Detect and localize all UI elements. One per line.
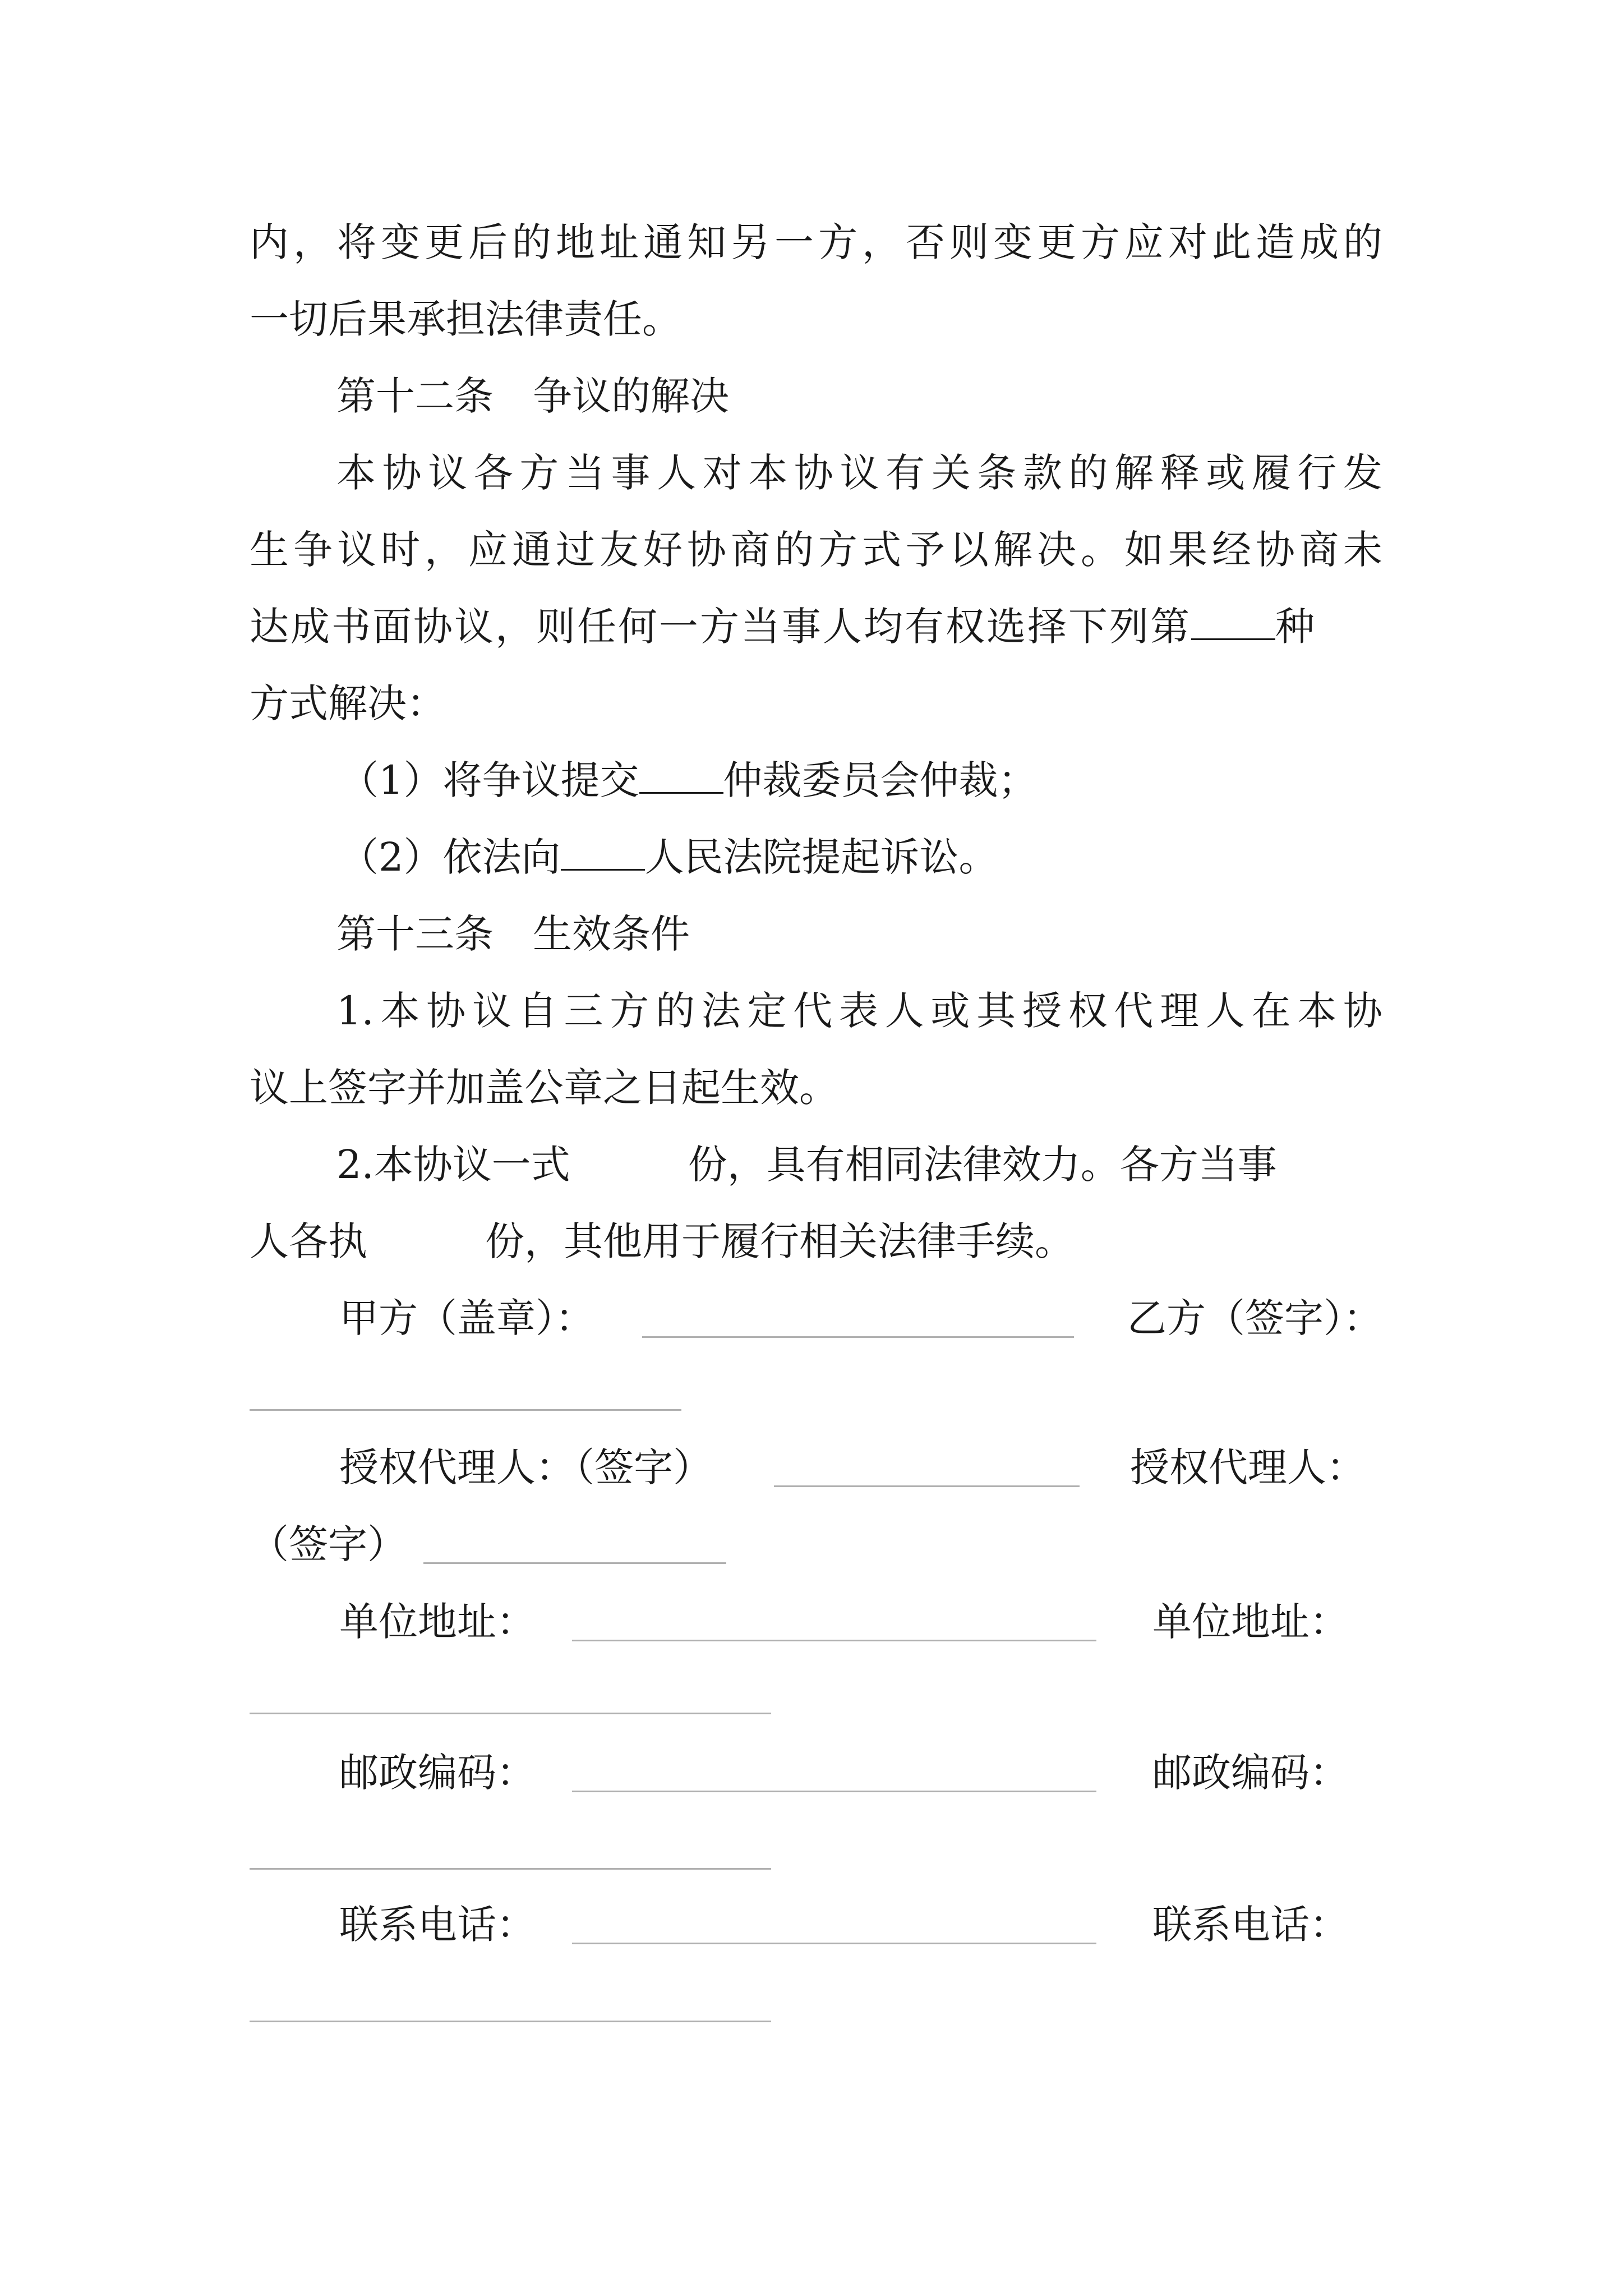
option-line [339,819,998,896]
agent-b-sign-label: （签字） [250,1521,407,1567]
paragraph-text: 份，具有相同法律效力。各方当事 [688,1142,1277,1188]
paragraph-text: 人各执 [250,1218,367,1264]
postcode-b-label: 邮政编码： [1152,1750,1349,1796]
postcode-a-label: 邮政编码： [339,1750,536,1796]
paragraph-line: 1.本协议自三方的法定代表人或其授权代理人在本协 [336,988,1382,1034]
option-text: 人民法院提起诉讼。 [644,834,998,880]
paragraph-line: 方式解决： [250,680,446,726]
option-text: （2）依法向 [339,834,561,880]
paragraph-line: 议上签字并加盖公章之日起生效。 [250,1065,838,1111]
paragraph-line: 内，将变更后的地址通知另一方，否则变更方应对此造成的 [250,219,1382,265]
party-a-seal-label: 甲方（盖章）： [339,1295,594,1341]
agent-b-sign-line[interactable] [423,1562,726,1564]
address-b-line[interactable] [250,1713,771,1714]
paragraph-text: 份，其他用于履行相关法律手续。 [485,1218,1074,1264]
paragraph-line [250,1203,1074,1280]
paragraph-line: 一切后果承担法律责任。 [250,296,681,342]
agent-b-label: 授权代理人： [1130,1444,1366,1490]
party-b-sign-line[interactable] [250,1409,681,1411]
postcode-a-line[interactable] [572,1791,1096,1792]
paragraph-line [250,588,1315,665]
fill-blank[interactable] [561,834,645,871]
postcode-b-line[interactable] [250,1868,771,1870]
party-b-sign-label: 乙方（签字）： [1127,1295,1382,1341]
article-heading: 第十二条 争议的解决 [336,373,729,419]
address-a-label: 单位地址： [339,1599,536,1645]
paragraph-line [336,1126,1382,1203]
fill-blank[interactable] [639,757,723,794]
phone-a-label: 联系电话： [339,1902,536,1948]
paragraph-text: 2.本协议一式 [336,1142,570,1188]
paragraph-text: 达成书面协议，则任何一方当事人均有权选择下列第 [250,604,1191,650]
agent-a-label: 授权代理人：（签字） [339,1444,712,1490]
fill-blank[interactable] [1191,603,1275,640]
paragraph-text: 种 [1275,604,1315,650]
phone-b-line[interactable] [250,2021,771,2022]
article-heading: 第十三条 生效条件 [336,911,690,957]
address-a-line[interactable] [572,1640,1096,1641]
phone-a-line[interactable] [572,1943,1096,1944]
address-b-label: 单位地址： [1152,1599,1349,1645]
option-text: 仲裁委员会仲裁； [723,757,1038,803]
option-text: （1）将争议提交 [339,757,639,803]
party-a-seal-line[interactable] [642,1336,1074,1338]
agent-a-sign-line[interactable] [774,1485,1080,1487]
option-line [339,742,1038,819]
paragraph-line: 本协议各方当事人对本协议有关条款的解释或履行发 [336,450,1382,496]
phone-b-label: 联系电话： [1152,1902,1349,1948]
paragraph-line: 生争议时，应通过友好协商的方式予以解决。如果经协商未 [250,527,1382,573]
